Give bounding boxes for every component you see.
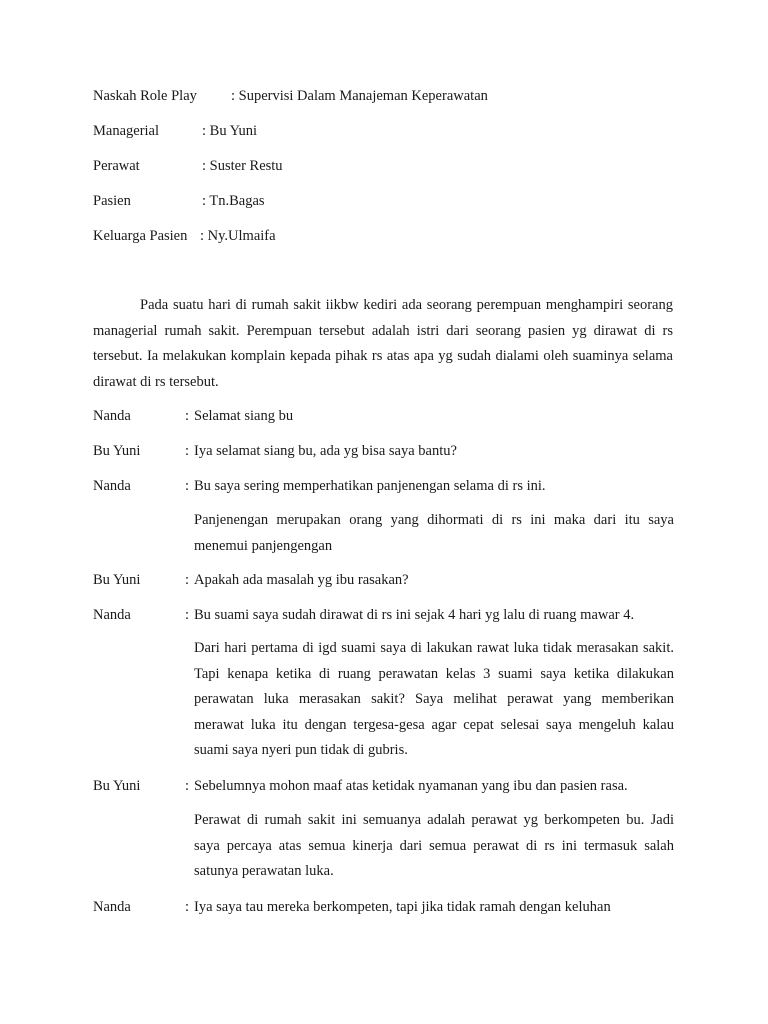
- header-row-keluarga: [93, 226, 276, 246]
- dialogue-colon: :: [185, 778, 190, 794]
- dialogue-text: Apakah ada masalah yg ibu rasakan?: [194, 572, 409, 588]
- header-row-perawat: [93, 156, 283, 176]
- dialogue-continuation: Perawat di rumah sakit ini semuanya adalah perawat yg berkompeten bu. Jadi saya percaya atas semua kinerja dari semua perawat di rs ini termasuk salah satunya perawatan luka.: [194, 812, 674, 879]
- dialogue-speaker: Bu Yuni: [93, 778, 141, 794]
- header-row-pasien: [93, 191, 265, 211]
- header-label: Naskah Role Play: [93, 88, 197, 104]
- dialogue-speaker: Nanda: [93, 478, 131, 494]
- dialogue-continuation: Panjenengan merupakan orang yang dihormati di rs ini maka dari itu saya menemui panjengengan: [194, 512, 674, 554]
- dialogue-text: Iya selamat siang bu, ada yg bisa saya bantu?: [194, 443, 457, 459]
- header-label: Pasien: [93, 193, 131, 209]
- intro-paragraph: Pada suatu hari di rumah sakit iikbw kediri ada seorang perempuan menghampiri seorang managerial rumah sakit. Perempuan tersebut adalah istri dari seorang pasien yg dirawat di rs tersebut. Ia melakukan komplain kepada pihak rs atas apa yg sudah dialami oleh suaminya selama dirawat di rs tersebut.: [93, 297, 673, 390]
- dialogue-speaker: Nanda: [93, 607, 131, 623]
- header-row-script: [93, 86, 488, 106]
- header-value: : Suster Restu: [202, 158, 283, 174]
- dialogue-text: Sebelumnya mohon maaf atas ketidak nyamanan yang ibu dan pasien rasa.: [194, 778, 628, 794]
- header-label: Managerial: [93, 123, 160, 139]
- dialogue-continuation: Dari hari pertama di igd suami saya di lakukan rawat luka tidak merasakan sakit. Tapi kenapa ketika di ruang perawatan kelas 3 suami saya ketika dilakukan perawatan luka merasakan sakit? Saya melihat perawat yang memberikan merawat luka itu dengan tergesa-gesa agar cepat selesai saya mengeluh kalau suami saya nyeri pun tidak di gubris.: [194, 640, 674, 758]
- dialogue-colon: :: [185, 572, 190, 588]
- dialogue-colon: :: [185, 607, 190, 623]
- header-row-managerial: [93, 121, 258, 141]
- header-value: : Ny.Ulmaifa: [200, 228, 276, 244]
- dialogue-text: Bu saya sering memperhatikan panjenengan selama di rs ini.: [194, 478, 546, 494]
- header-value: : Bu Yuni: [202, 123, 258, 139]
- dialogue-text: Bu suami saya sudah dirawat di rs ini sejak 4 hari yg lalu di ruang mawar 4.: [194, 607, 635, 623]
- dialogue-colon: :: [185, 899, 190, 915]
- header-label: Keluarga Pasien: [93, 228, 188, 244]
- dialogue-speaker: Nanda: [93, 899, 131, 915]
- dialogue-text: Selamat siang bu: [194, 408, 294, 424]
- header-label: Perawat: [93, 158, 140, 174]
- dialogue-text: Iya saya tau mereka berkompeten, tapi jika tidak ramah dengan keluhan: [194, 899, 611, 915]
- dialogue-colon: :: [185, 443, 190, 459]
- header-value: : Tn.Bagas: [202, 193, 265, 209]
- dialogue-colon: :: [185, 478, 190, 494]
- dialogue-speaker: Nanda: [93, 408, 131, 424]
- header-value: : Supervisi Dalam Manajeman Keperawatan: [231, 88, 488, 104]
- dialogue-speaker: Bu Yuni: [93, 572, 141, 588]
- dialogue-speaker: Bu Yuni: [93, 443, 141, 459]
- dialogue-colon: :: [185, 408, 190, 424]
